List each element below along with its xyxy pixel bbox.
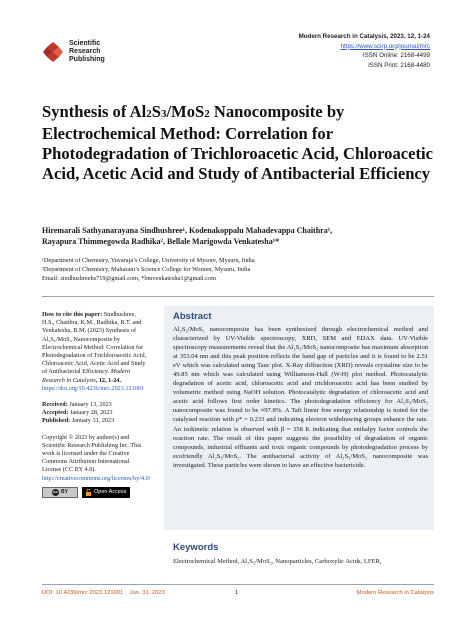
journal-info [299, 32, 430, 70]
cite-text: Sindhushree, H.S., Chaithra, K.M., Radhika, R.T. and Venkatesha, B.M. (2023) Synthesis of Al₂S₃/MoS₂ Nanocomposite by Electrochemical Method: Correlation for Photodegradation of Trichloroacetic Acid, Chloroacetic Acid, Acetic Acid and Study of Antibacterial Efficiency. [42, 311, 147, 376]
cite-volume: , 12, 1-24. [95, 376, 121, 384]
authors-line: Rayapura Thimmegowda Radhika², Bellale Marigowda Venkatesha¹* [42, 237, 280, 246]
journal-title: Modern Research in Catalysis, 2023, 12, 1-24 [298, 33, 430, 40]
citation-sidebar [42, 311, 151, 506]
open-access-badge[interactable] [82, 487, 130, 498]
title-part: Nanocomposite by Electrochemical Method: Correlation for Photodegradation of Trichloroacetic Acid, Chloroacetic Acid, Acetic Acid and Study of Antibacterial Efficiency [42, 102, 433, 183]
title-part: Synthesis of Al [42, 102, 147, 121]
publisher-name-line: Publishing [69, 56, 105, 63]
affiliations [42, 256, 434, 283]
cite-journal: Modern Research in Catalysis [42, 368, 131, 384]
author-emails[interactable]: Email: sindhushreehs719@gmail.com, *bmvenkatesha1@gmail.com [42, 275, 217, 282]
publisher-logo[interactable] [42, 40, 105, 64]
cc-by-label: BY [61, 489, 68, 496]
abstract-text: Al₂S₃/MoS₂ nanocomposite has been synthesized through electrochemical method and characterized by UV-Visible spectroscopy, XRD, SEM and EDAX data. UV-Visible spectroscopy measurements reveal that the Al₂S₃/MoS₂ nanocomposite has maximum absorption at 353.04 nm and this peak position reflects the band gap of particles and it is found to be 2.51 eV which was calculated using Tauc plot. X-Ray diffraction (XRD) reveals crystaline size to be 49.85 nm which was calculated using Williamson-Hall (W-H) plot method. Photocatalytic degradation of acetic acid, chloroacetic acid and trichloroacetic acid has been studied by volumetric method using NaOH solution. Photocatalytic degradation of chloroacetic acid and acetic acid follows first order kinetics. The photodegradation efficiency for Al₂S₃/MoS₂ nanocomposite was found to be ≈97.8%. A Taft linear free energy relationship is noted for the catalysed reaction with ρ* = 0.233 and indicating electron withdrawing groups enhance the rate. An isokinetic relation is observed with β = 358 K indicating that enthalpy factor controls the reaction rate. The result of this paper suggests the possibility of degradation of organic compounds, industrial effluants and toxic organic compounds by photodegradation process by ecofriendly Al₂S₃/MoS₂. The antibacterial activity of Al₂S₃/MoS₂ nanocomposite was investigated. These particles were shown to have an effective bactericide. [173, 326, 428, 469]
citation-block [42, 311, 147, 393]
journal-url-link[interactable]: https://www.scirp.org/journal/mrc [340, 42, 430, 50]
author-list [42, 225, 434, 247]
page-number: 1 [235, 590, 239, 596]
article-title [42, 102, 434, 184]
received-label: Received: [42, 401, 68, 409]
title-part: S [151, 102, 161, 121]
open-access-label: Open Access [94, 489, 127, 496]
authors-line: Hiremarali Sathyanarayana Sindhushree¹, Kodenakoppalu Mahadevappa Chaithra¹, [42, 226, 333, 235]
copyright-text: Copyright © 2023 by author(s) and Scientific Research Publishing Inc. This work is licensed under the Creative Commons Attribution International License (CC BY 4.0). [42, 433, 142, 474]
open-lock-icon [86, 489, 91, 496]
footer-doi[interactable]: DOI: 10.4236/mrc.2023.121001 [42, 590, 124, 596]
footer-divider [42, 584, 434, 585]
accepted-label: Accepted: [42, 409, 69, 417]
published-date: January 31, 2023 [71, 417, 115, 425]
publisher-logo-icon [42, 41, 64, 63]
cite-label: How to cite this paper: [42, 311, 103, 318]
keywords-text: Electrochemical Method, Al₂S₃/MoS₂, Nanoparticles, Carboxylic Acids, LFER, [173, 558, 382, 565]
publisher-name-line: Research [69, 48, 101, 55]
cc-icon: cc [53, 489, 58, 495]
footer-journal: Modern Research in Catalysis [356, 590, 434, 596]
cc-by-badge[interactable] [42, 487, 78, 498]
received-date: January 13, 2023 [69, 401, 112, 409]
title-sub: 2 [146, 108, 152, 120]
cite-doi-link[interactable]: https://doi.org/10.4236/mrc.2023.121001 [42, 384, 144, 392]
title-sub: 3 [160, 108, 167, 120]
affiliation: ¹Department of Chemistry, Yuvaraja’s College, University of Mysore, Mysuru, India [42, 257, 255, 264]
affiliation: ²Department of Chemistry, Maharani’s Science College for Women, Mysuru, India [42, 266, 251, 273]
publisher-name-line: Scientific [69, 40, 101, 47]
dates-block [42, 401, 147, 426]
title-part: /MoS [166, 102, 205, 121]
keywords-heading: Keywords [173, 542, 219, 553]
published-label: Published: [42, 417, 71, 425]
issn-print: ISSN Print: 2168-4480 [368, 61, 430, 69]
title-sub: 2 [204, 108, 210, 120]
footer-left [42, 590, 165, 596]
copyright-block [42, 433, 151, 498]
license-link[interactable]: http://creativecommons.org/licenses/by/4.0/ [42, 474, 151, 482]
issn-online: ISSN Online: 2168-4499 [362, 52, 430, 59]
license-badges [42, 487, 147, 498]
abstract-heading: Abstract [173, 311, 212, 322]
footer-date: Jan. 31, 2023 [129, 590, 165, 596]
accepted-date: January 28, 2023 [70, 409, 113, 417]
section-divider [42, 296, 434, 297]
publisher-name [69, 40, 105, 64]
